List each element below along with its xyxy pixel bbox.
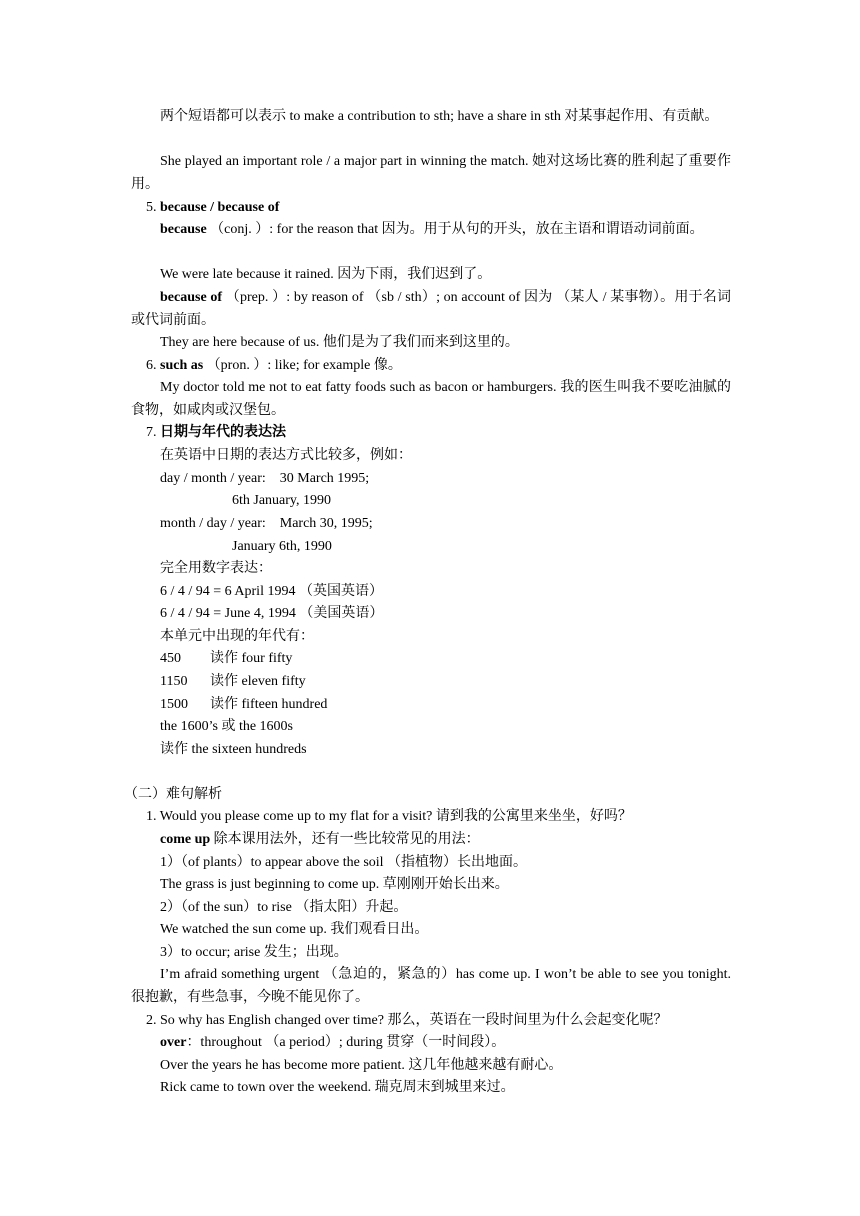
year-reading: 读作 eleven fifty bbox=[210, 674, 306, 689]
definition-text: 除本课用法外，还有一些比较常见的用法： bbox=[210, 832, 480, 847]
dates-intro: 在英语中日期的表达方式比较多，例如： bbox=[160, 448, 412, 463]
date-uk: 6 / 4 / 94 = 6 April 1994 （英国英语） bbox=[160, 584, 383, 599]
year-1500 bbox=[160, 694, 327, 717]
definition-text: （pron. ）: like; for example 像。 bbox=[203, 358, 402, 373]
paragraph-example: She played an important role / a major part in winning the match. 她对这场比赛的胜利起了重要作用。 bbox=[131, 154, 731, 192]
because-definition bbox=[131, 219, 731, 242]
year-number: 1150 bbox=[160, 674, 188, 689]
date-dmy: day / month / year: 30 March 1995; bbox=[160, 471, 370, 486]
date-mdy: month / day / year: March 30, 1995; bbox=[160, 516, 373, 531]
come-up-example-3: I’m afraid something urgent （急迫的，紧急的）has come up. I won’t be able to see you tonight. 很抱歉，有些急事，今晚不能见你了。 bbox=[131, 967, 731, 1005]
heading-number: 6. bbox=[146, 358, 157, 373]
sentence-1: 1. Would you please come up to my flat for a visit? 请到我的公寓里来坐坐，好吗？ bbox=[146, 809, 632, 824]
term-over: over bbox=[160, 1035, 187, 1050]
definition-text: （prep. ）: by reason of （sb / sth）; on account of 因为 （某人 / 某事物）。用于名词或代词前面。 bbox=[131, 290, 731, 328]
term-come-up: come up bbox=[160, 832, 211, 847]
year-1600: the 1600’s 或 the 1600s bbox=[160, 719, 293, 734]
because-of-definition bbox=[131, 287, 731, 332]
such-as-example: My doctor told me not to eat fatty foods such as bacon or hamburgers. 我的医生叫我不要吃油腻的食物，如咸肉或汉堡包。 bbox=[131, 380, 731, 418]
come-up-sense-1: 1）（of plants）to appear above the soil （指植物）长出地面。 bbox=[160, 855, 528, 870]
heading-title: because / because of bbox=[160, 200, 280, 215]
come-up-example-2: We watched the sun come up. 我们观看日出。 bbox=[160, 922, 429, 937]
year-reading: 读作 four fifty bbox=[210, 651, 293, 666]
paragraph-phrases: 两个短语都可以表示 to make a contribution to sth; have a share in sth 对某事起作用、有贡献。 bbox=[160, 109, 719, 124]
year-number: 450 bbox=[160, 651, 181, 666]
definition-text: ：throughout （a period）; during 贯穿（一时间段）。 bbox=[186, 1035, 506, 1050]
year-1150 bbox=[160, 671, 306, 694]
numeric-intro: 完全用数字表达： bbox=[160, 561, 272, 576]
date-dmy-alt: 6th January, 1990 bbox=[232, 493, 332, 508]
year-1600-reading: 读作 the sixteen hundreds bbox=[160, 742, 307, 757]
heading-number: 7. bbox=[146, 425, 157, 440]
over-definition bbox=[160, 1032, 505, 1055]
section-heading: （二）难句解析 bbox=[124, 787, 222, 802]
heading-5 bbox=[146, 197, 279, 220]
date-us: 6 / 4 / 94 = June 4, 1994 （美国英语） bbox=[160, 606, 384, 621]
heading-title: 日期与年代的表达法 bbox=[160, 425, 286, 440]
term-because-of: because of bbox=[160, 290, 223, 305]
year-number: 1500 bbox=[160, 697, 188, 712]
because-of-example: They are here because of us. 他们是为了我们而来到这里的。 bbox=[160, 335, 519, 350]
year-450 bbox=[160, 648, 292, 671]
years-intro: 本单元中出现的年代有： bbox=[160, 629, 314, 644]
year-reading: 读作 fifteen hundred bbox=[210, 697, 328, 712]
come-up-example-1: The grass is just beginning to come up. 草刚刚开始长出来。 bbox=[160, 877, 509, 892]
term-because: because bbox=[160, 222, 207, 237]
over-example-2: Rick came to town over the weekend. 瑞克周末到城里来过。 bbox=[160, 1080, 515, 1095]
heading-7 bbox=[146, 422, 286, 445]
sentence-2: 2. So why has English changed over time? 那么，英语在一段时间里为什么会起变化呢？ bbox=[146, 1013, 668, 1028]
term-such-as: such as bbox=[160, 358, 204, 373]
heading-6 bbox=[146, 355, 402, 378]
heading-number: 5. bbox=[146, 200, 157, 215]
come-up-sense-3: 3）to occur; arise 发生；出现。 bbox=[160, 945, 348, 960]
definition-text: （conj. ）: for the reason that 因为。用于从句的开头，放在主语和谓语动词前面。 bbox=[206, 222, 704, 237]
come-up-intro bbox=[160, 829, 480, 852]
because-example: We were late because it rained. 因为下雨，我们迟到了。 bbox=[160, 267, 492, 282]
date-mdy-alt: January 6th, 1990 bbox=[232, 539, 332, 554]
over-example-1: Over the years he has become more patient. 这几年他越来越有耐心。 bbox=[160, 1058, 563, 1073]
come-up-sense-2: 2）（of the sun）to rise （指太阳）升起。 bbox=[160, 900, 408, 915]
